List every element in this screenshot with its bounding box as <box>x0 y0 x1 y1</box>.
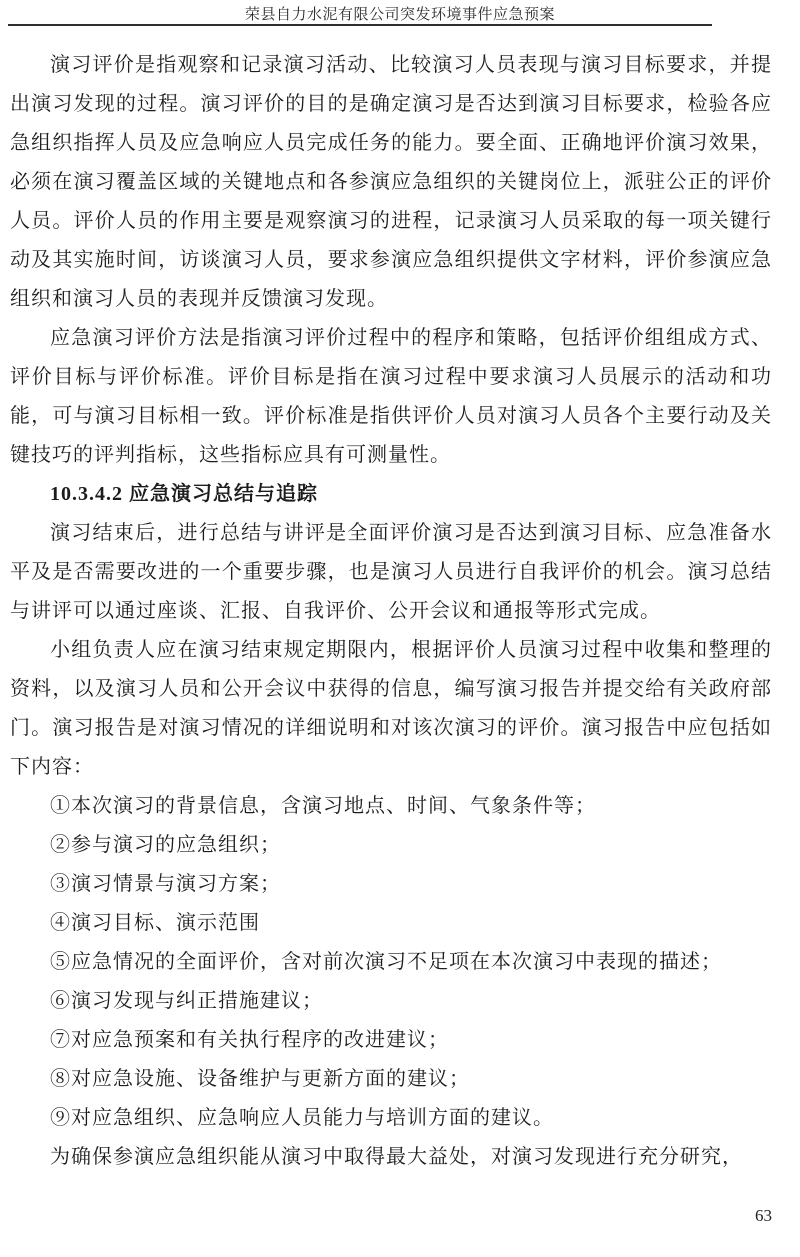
page-number: 63 <box>755 1206 772 1225</box>
paragraph-exercise-summary: 演习结束后，进行总结与讲评是全面评价演习是否达到演习目标、应急准备水平及是否需要改进的一个重要步骤，也是演习人员进行自我评价的机会。演习总结与讲评可以通过座谈、汇报、自我评价、公开会议和通报等形式完成。 <box>10 522 772 622</box>
list-item-5: ⑤应急情况的全面评价，含对前次演习不足项在本次演习中表现的描述； <box>50 951 722 973</box>
list-item-3: ③演习情景与演习方案； <box>50 873 281 895</box>
document-body <box>10 46 772 1177</box>
section-heading-10-3-4-2: 10.3.4.2 应急演习总结与追踪 <box>50 483 318 505</box>
list-item-9: ⑨对应急组织、应急响应人员能力与培训方面的建议。 <box>50 1107 554 1129</box>
list-item-8: ⑧对应急设施、设备维护与更新方面的建议； <box>50 1068 470 1090</box>
list-item-4: ④演习目标、演示范围 <box>50 912 260 934</box>
list-item-7: ⑦对应急预案和有关执行程序的改进建议； <box>50 1029 449 1051</box>
list-item-2: ②参与演习的应急组织； <box>50 834 281 856</box>
paragraph-ensure-benefit: 为确保参演应急组织能从演习中取得最大益处，对演习发现进行充分研究， <box>50 1146 743 1168</box>
paragraph-exercise-report: 小组负责人应在演习结束规定期限内，根据评价人员演习过程中收集和整理的资料，以及演习人员和公开会议中获得的信息，编写演习报告并提交给有关政府部门。演习报告是对演习情况的详细说明和对该次演习的评价。演习报告中应包括如下内容： <box>10 639 772 778</box>
paragraph-exercise-evaluation: 演习评价是指观察和记录演习活动、比较演习人员表现与演习目标要求，并提出演习发现的过程。演习评价的目的是确定演习是否达到演习目标要求，检验各应急组织指挥人员及应急响应人员完成任务的能力。要全面、正确地评价演习效果，必须在演习覆盖区域的关键地点和各参演应急组织的关键岗位上，派驻公正的评价人员。评价人员的作用主要是观察演习的进程，记录演习人员采取的每一项关键行动及其实施时间，访谈演习人员，要求参演应急组织提供文字材料，评价参演应急组织和演习人员的表现并反馈演习发现。 <box>10 54 772 310</box>
list-item-6: ⑥演习发现与纠正措施建议； <box>50 990 323 1012</box>
list-item-1: ①本次演习的背景信息，含演习地点、时间、气象条件等； <box>50 795 596 817</box>
page-header-title: 荣县自力水泥有限公司突发环境事件应急预案 <box>244 7 555 23</box>
header-divider <box>8 24 712 26</box>
paragraph-evaluation-method: 应急演习评价方法是指演习评价过程中的程序和策略，包括评价组组成方式、评价目标与评价标准。评价目标是指在演习过程中要求演习人员展示的活动和功能，可与演习目标相一致。评价标准是指供评价人员对演习人员各个主要行动及关键技巧的评判指标，这些指标应具有可测量性。 <box>10 327 772 466</box>
